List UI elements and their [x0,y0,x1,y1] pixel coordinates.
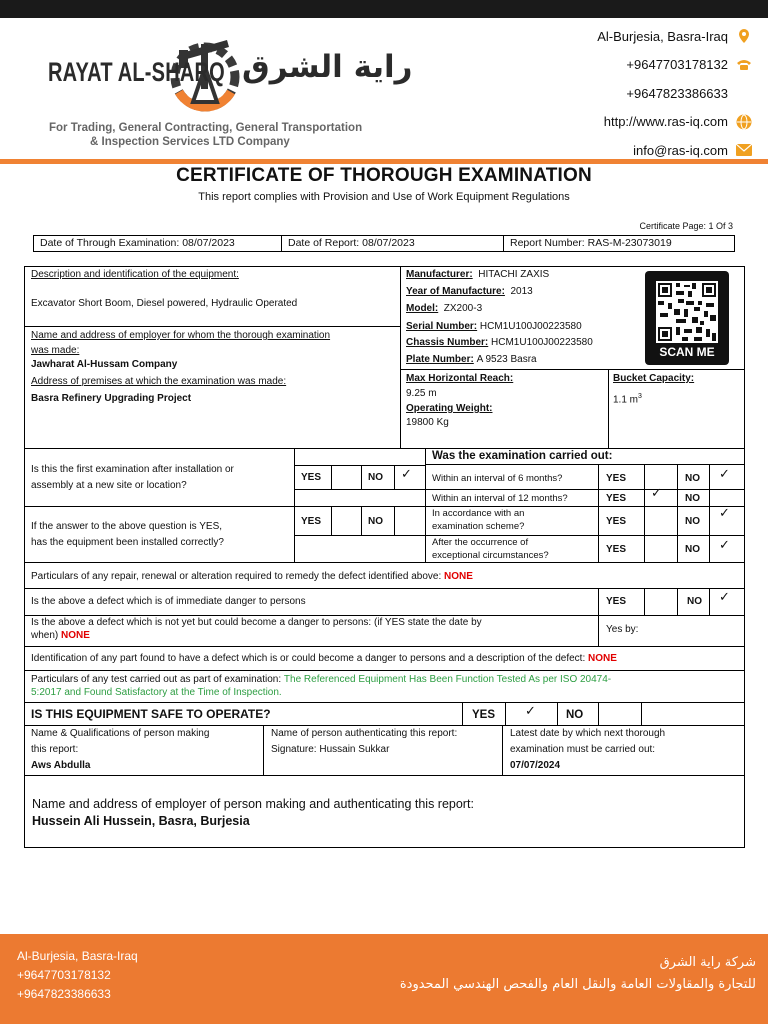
company-logo [45,22,413,152]
c2-no-label: NO [685,493,700,504]
safe-no-label: NO [566,709,584,721]
location-pin-icon [734,29,754,43]
repair-row: Particulars of any repair, renewal or alteration required to remedy the defect identified above: NONE [31,571,473,582]
report-date: Date of Report: 08/07/2023 [282,236,504,251]
q2-yes-label: YES [301,516,322,527]
employer-section: Name and address of employer of person making and authenticating this report: Hussein Ali Hussein, Basra, Burjesia [32,797,474,828]
contact-phone-1 [514,51,754,80]
top-bar [0,0,768,18]
reach-label: Max Horizontal Reach: [406,373,514,384]
employer-label-1: Name and address of employer for whom the thorough examination [31,330,331,341]
exam-date: Date of Through Examination: 08/07/2023 [34,236,282,251]
test-row: Particulars of any test carried out as part of examination: The Referenced Equipment Has Been Function Tested As per ISO 20474- 5:2017 and Found Satisfactory at the Time of Inspection. [31,674,612,698]
document-title: CERTIFICATE OF THOROUGH EXAMINATION [176,165,592,186]
contact-web-link[interactable]: http://www.ras-iq.com [603,114,728,130]
danger-no-label: NO [687,596,702,607]
header-divider [0,159,768,164]
yes-by-label: Yes by: [606,624,639,635]
contact-phone-2 [514,79,754,108]
dates-row [33,235,735,252]
logo-text-ar: راية الشرق [242,49,413,85]
contact-email-link[interactable]: info@ras-iq.com [633,142,728,158]
contact-phone-1-text: +9647703178132 [626,57,728,73]
footer-contact [17,947,138,1004]
bucket-label: Bucket Capacity: [613,373,695,384]
carried-scheme: In accordance with an examination scheme? [432,508,525,532]
carried-out-title: Was the examination carried out: [432,450,613,462]
question-2: If the answer to the above question is YES, has the equipment been installed correctly? [31,521,224,548]
employer-value: Jawharat Al-Hussam Company [31,359,178,370]
logo-subtitle-1: For Trading, General Contracting, General Transportation [49,122,363,134]
q1-yes-label: YES [301,472,322,483]
carried-exceptional: After the occurrence of exceptional circumstances? [432,537,549,561]
report-number: Report Number: RAS-M-23073019 [510,237,672,249]
premises-label: Address of premises at which the examination was made: [31,376,287,387]
reach-value: 9.25 m [406,388,437,399]
danger-row: Is the above a defect which is of immediate danger to persons [31,596,306,607]
q1-no-checkbox[interactable]: ✓ [401,467,412,482]
c3-no-checkbox[interactable]: ✓ [719,506,730,521]
footer-company-name-ar: شركة راية الشرق [659,955,756,970]
certificate-page: Certificate Page: 1 Of 3 [639,221,733,231]
weight-label: Operating Weight: [406,403,493,414]
chassis-row: Chassis Number: HCM1U100J00223580 [406,337,593,348]
serial-row: Serial Number: HCM1U100J00223580 [406,321,582,332]
model-row: Model: ZX200-3 [406,303,483,314]
q2-no-label: NO [368,516,383,527]
danger-yes-label: YES [606,596,627,607]
c1-yes-label: YES [606,473,627,484]
manufacturer-row: Manufacturer: HITACHI ZAXIS [406,269,550,280]
carried-12-months: Within an interval of 12 months? [432,493,568,504]
weight-value: 19800 Kg [406,417,449,428]
c4-no-checkbox[interactable]: ✓ [719,538,730,553]
c1-no-label: NO [685,473,700,484]
contact-block [514,22,754,165]
danger-no-checkbox[interactable]: ✓ [719,590,730,605]
premises-value: Basra Refinery Upgrading Project [31,393,192,404]
c1-no-checkbox[interactable]: ✓ [719,467,730,482]
contact-web[interactable] [514,108,754,137]
report-maker: Name & Qualifications of person making this report: Aws Abdulla [31,728,210,771]
c2-yes-label: YES [606,493,627,504]
contact-address-text: Al-Burjesia, Basra-Iraq [597,28,728,44]
footer-company-desc-ar: للتجارة والمقاولات العامة والنقل العام والفحص الهندسي المحدودة [399,977,756,992]
contact-phone-2-text: +9647823386633 [626,85,728,101]
safe-question: IS THIS EQUIPMENT SAFE TO OPERATE? [31,707,271,721]
globe-icon [734,114,754,130]
envelope-icon [734,144,754,156]
c4-yes-label: YES [606,544,627,555]
safe-yes-checkbox[interactable]: ✓ [525,704,536,719]
qr-label: SCAN ME [659,345,715,359]
c3-no-label: NO [685,516,700,527]
logo-subtitle-2: & Inspection Services LTD Company [90,136,290,148]
future-danger-row: Is the above a defect which is not yet but could become a danger to persons: (if YES state the date by when) NONE [31,617,482,641]
qr-code[interactable] [645,271,729,365]
question-1: Is this the first examination after installation or assembly at a new site or location? [31,464,234,491]
c2-yes-checkbox[interactable]: ✓ [651,486,662,501]
description-value: Excavator Short Boom, Diesel powered, Hydraulic Operated [31,298,298,309]
logo-text-en: RAYAT AL-SHARQ [48,58,225,88]
year-row: Year of Manufacture: 2013 [406,286,533,297]
safe-yes-label: YES [472,709,496,721]
document-subtitle: This report complies with Provision and Use of Work Equipment Regulations [198,191,570,203]
employer-label-2: was made: [31,345,80,356]
qr-pattern [656,281,718,343]
identification-row: Identification of any part found to have a defect which is or could become a danger to persons and a description of the defect: NONE [31,653,617,664]
contact-address [514,22,754,51]
footer-phone-1: +9647703178132 [17,968,111,982]
report-authenticator: Name of person authenticating this report: Signature: Hussain Sukkar [271,728,458,755]
next-exam-date: Latest date by which next thorough examination must be carried out: 07/07/2024 [510,728,666,771]
description-label: Description and identification of the equipment: [31,269,239,280]
footer [0,934,768,1024]
q1-no-label: NO [368,472,383,483]
bucket-value: 1.1 $m^3$ [613,393,642,406]
plate-row: Plate Number: A 9523 Basra [406,354,537,365]
footer-company-ar [400,952,756,996]
phone-icon [734,59,754,71]
c4-no-label: NO [685,544,700,555]
c3-yes-label: YES [606,516,627,527]
carried-6-months: Within an interval of 6 months? [432,473,563,484]
footer-phone-2: +9647823386633 [17,987,111,1001]
footer-address: Al-Burjesia, Basra-Iraq [17,949,138,963]
